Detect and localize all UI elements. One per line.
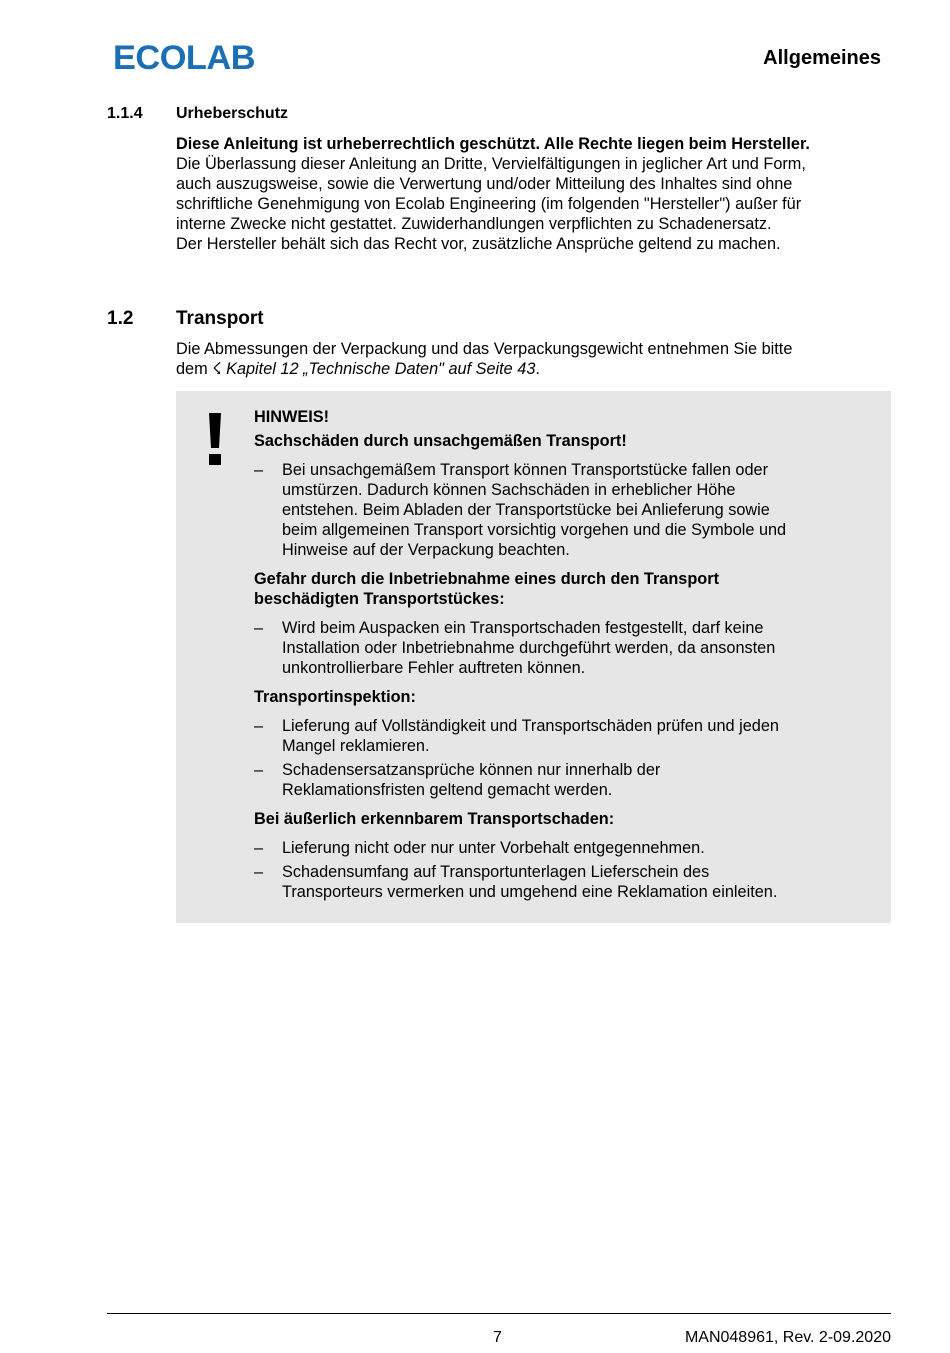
header-title: Allgemeines [763,47,881,69]
exclamation-icon [200,411,230,467]
notice-subheading: Bei äußerlich erkennbarem Transportschaden: [254,810,615,828]
copyright-line: Der Hersteller behält sich das Recht vor, zusätzliche Ansprüche geltend zu machen. [176,235,781,253]
notice-heading: Sachschäden durch unsachgemäßen Transport! [254,432,627,450]
transport-line [176,359,886,379]
section-title: Urheberschutz [176,105,289,122]
notice-content [254,407,864,902]
list-item [254,760,864,800]
notice-subheading: beschädigten Transportstückes: [254,590,505,608]
list-item-line: umstürzen. Dadurch können Sachschäden in erheblicher Höhe [282,481,736,499]
transport-paragraph [176,339,886,379]
section-title: Transport [176,308,264,329]
copyright-paragraph [176,134,886,254]
list-item-line: entstehen. Beim Abladen der Transportstücke bei Anlieferung sowie [282,501,770,519]
list-item [254,716,864,756]
notice-subheading: Transportinspektion: [254,688,416,706]
transport-line: Die Abmessungen der Verpackung und das Verpackungsgewicht entnehmen Sie bitte [176,340,793,358]
ecolab-logo [113,40,259,74]
list-item-line: Lieferung nicht oder nur unter Vorbehalt entgegennehmen. [282,839,705,857]
footer-divider [107,1313,891,1314]
copyright-line: interne Zwecke nicht gestattet. Zuwiderhandlungen verpflichten zu Schadenersatz. [176,215,772,233]
list-dash: – [254,761,264,779]
list-item-line: Lieferung auf Vollständigkeit und Transportschäden prüfen und jeden [282,717,779,735]
list-dash: – [254,461,264,479]
ecolab-logo-mark [113,40,259,74]
transport-line-prefix: dem [176,360,208,378]
document-id: MAN048961, Rev. 2-09.2020 [684,1329,891,1346]
list-dash: – [254,863,264,881]
link-arrow-icon: ☇ [212,360,222,378]
notice-subheading: Gefahr durch die Inbetriebnahme eines durch den Transport [254,570,720,588]
list-item-line: Wird beim Auspacken ein Transportschaden festgestellt, darf keine [282,619,764,637]
svg-text:ECOLAB: ECOLAB [113,40,255,74]
list-item-line: Installation oder Inbetriebnahme durchgeführt werden, da ansonsten [282,639,776,657]
notice-label: HINWEIS! [254,408,330,426]
copyright-line: schriftliche Genehmigung von Ecolab Engineering (im folgenden "Hersteller") außer für [176,195,802,213]
list-item-line: unkontrollierbare Fehler auftreten können. [282,659,586,677]
list-dash: – [254,717,264,735]
notice-box [176,391,891,923]
section-number: 1.1.4 [107,105,143,122]
list-item [254,862,864,902]
copyright-line: Die Überlassung dieser Anleitung an Dritte, Vervielfältigungen in jeglicher Art und Form, [176,155,806,173]
page-number: 7 [493,1329,502,1346]
list-item-line: Reklamationsfristen geltend gemacht werden. [282,781,613,799]
list-item-line: Schadensumfang auf Transportunterlagen Lieferschein des [282,863,710,881]
section-number: 1.2 [107,308,134,329]
copyright-bold-line: Diese Anleitung ist urheberrechtlich geschützt. Alle Rechte liegen beim Hersteller. [176,135,810,153]
list-item-line: Transporteurs vermerken und umgehend eine Reklamation einleiten. [282,883,778,901]
list-item-line: Mangel reklamieren. [282,737,430,755]
list-item-line: Bei unsachgemäßem Transport können Transportstücke fallen oder [282,461,768,479]
list-item [254,618,864,678]
list-item-line: Hinweise auf der Verpackung beachten. [282,541,570,559]
transport-line-suffix: . [535,360,540,378]
list-item [254,838,864,858]
list-item [254,460,864,560]
chapter-link[interactable]: Kapitel 12 „Technische Daten" auf Seite 43 [226,360,536,378]
list-item-line: Schadensersatzansprüche können nur innerhalb der [282,761,661,779]
copyright-line: auch auszugsweise, sowie die Verwertung und/oder Mitteilung des Inhaltes sind ohne [176,175,793,193]
list-item-line: beim allgemeinen Transport vorsichtig vorgehen und die Symbole und [282,521,787,539]
list-dash: – [254,619,264,637]
list-dash: – [254,839,264,857]
